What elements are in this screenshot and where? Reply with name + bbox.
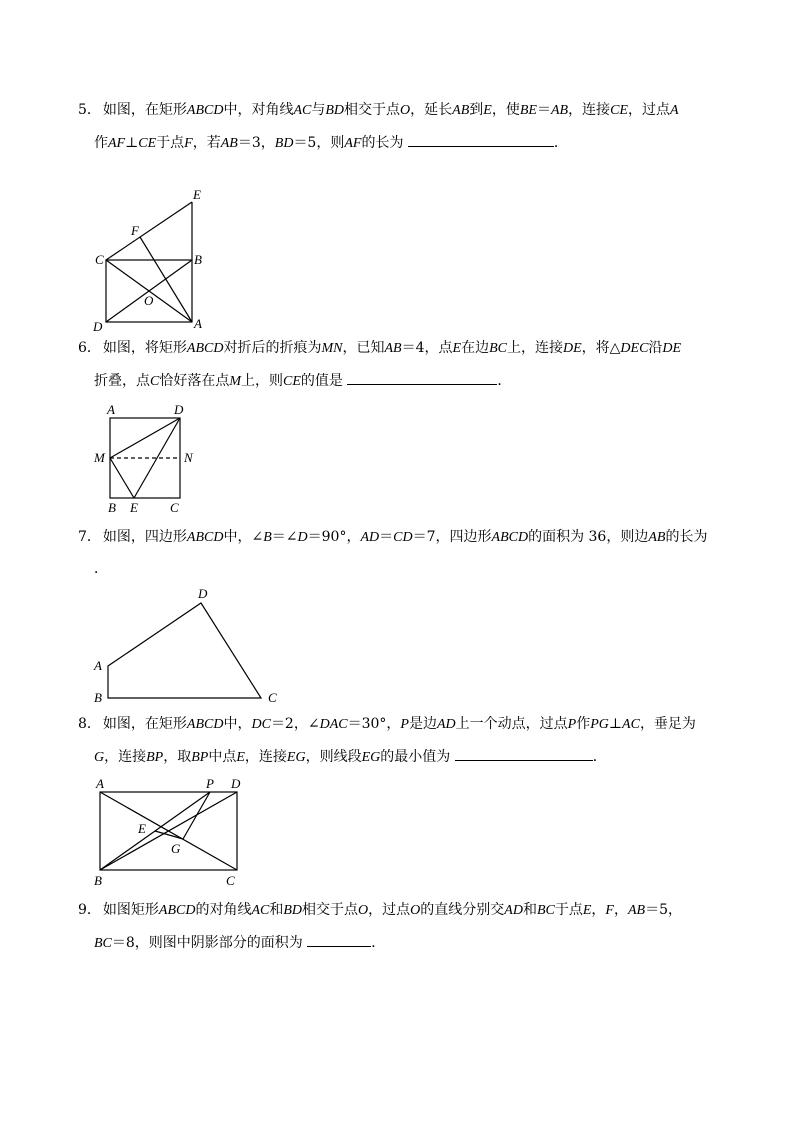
math-variable: CE <box>283 374 301 389</box>
math-variable: AC <box>622 717 640 732</box>
label-D: D <box>231 776 241 791</box>
problem-number: 5． <box>78 102 101 118</box>
problem-text: ，取 <box>163 749 192 765</box>
problem-5-line-2 <box>94 132 568 154</box>
problem-text: ，连接 <box>244 749 287 765</box>
math-variable: AD <box>504 903 523 918</box>
problem-text: ． <box>94 561 108 577</box>
math-variable: O <box>358 903 369 918</box>
problem-number: 7． <box>78 529 101 545</box>
math-variable: C <box>150 374 160 389</box>
math-variable: EG <box>286 750 306 765</box>
math-variable: DAC <box>319 717 348 732</box>
problem-text: 的最小值为 <box>380 749 455 765</box>
math-variable: BC <box>536 903 555 918</box>
problem-text: ， <box>591 902 606 918</box>
problem-text: 沿 <box>648 340 663 356</box>
math-variable: MN <box>321 341 343 356</box>
math-variable: DE <box>562 341 582 356</box>
math-variable: ABCD <box>186 530 224 545</box>
problem-text: ，已知 <box>342 340 385 356</box>
problem-text: 中，对角线 <box>223 102 294 118</box>
math-variable: P <box>567 717 577 732</box>
math-variable: ABCD <box>491 530 529 545</box>
label-A: A <box>94 658 102 673</box>
problem-text: 恰好落在点 <box>159 373 230 389</box>
math-variable: AC <box>251 903 270 918</box>
problem-text: ＝∠ <box>271 529 298 545</box>
figure-problem-8 <box>88 772 250 890</box>
problem-text: 到 <box>469 102 484 118</box>
math-variable: G <box>94 750 105 765</box>
problem-text: 在边 <box>461 340 490 356</box>
problem-text: ，连接 <box>104 749 147 765</box>
math-variable: M <box>229 374 242 389</box>
answer-blank[interactable] <box>408 132 554 147</box>
math-variable: E <box>452 341 462 356</box>
problem-text: 和 <box>522 902 537 918</box>
math-variable: PG <box>590 717 609 732</box>
problem-text: ． <box>592 749 607 765</box>
problem-text: 相交于点 <box>302 902 359 918</box>
label-B: B <box>94 873 102 888</box>
label-E: E <box>193 187 201 202</box>
math-variable: ABCD <box>186 103 224 118</box>
problem-text: ． <box>497 373 512 389</box>
math-variable: BC <box>489 341 507 356</box>
problem-6-line-1 <box>78 338 681 359</box>
math-variable: CE <box>610 103 628 118</box>
problem-text: ＝2，∠ <box>270 716 320 732</box>
problem-text: 中，∠ <box>223 529 264 545</box>
math-variable: E <box>582 903 592 918</box>
problem-text: ，过点 <box>368 902 411 918</box>
math-variable: DE <box>662 341 682 356</box>
label-B: B <box>94 690 102 705</box>
problem-text: ＝5，则 <box>293 135 345 151</box>
problem-text: ，连接 <box>568 102 611 118</box>
problem-text: 和 <box>269 902 284 918</box>
math-variable: E <box>236 750 245 765</box>
problem-8-line-1 <box>78 714 696 735</box>
answer-blank[interactable] <box>347 370 497 385</box>
problem-text: 作 <box>94 135 108 151</box>
label-B: B <box>108 500 116 515</box>
math-variable: AB <box>648 530 666 545</box>
problem-9-line-2 <box>94 932 385 954</box>
problem-5-line-1 <box>78 100 679 121</box>
problem-text: 如图，将矩形 <box>102 340 187 356</box>
math-variable: BD <box>325 103 345 118</box>
problem-6-line-2 <box>94 370 511 392</box>
problem-text: ，若 <box>192 135 221 151</box>
problem-text: 如图，在矩形 <box>102 716 187 732</box>
label-A: A <box>107 402 115 417</box>
math-variable: A <box>669 103 679 118</box>
problem-8-line-2 <box>94 746 607 768</box>
label-D: D <box>174 402 184 417</box>
problem-text: ，则线段 <box>305 749 362 765</box>
problem-text: 上一个动点，过点 <box>455 716 568 732</box>
label-C: C <box>268 690 277 705</box>
problem-text: 作 <box>576 716 591 732</box>
math-variable: O <box>400 103 411 118</box>
label-A: A <box>96 776 104 791</box>
math-variable: BD <box>274 136 294 151</box>
problem-text: ＝30°， <box>347 716 401 732</box>
math-variable: AB <box>550 103 569 118</box>
problem-text: ＝8，则图中阴影部分的面积为 <box>111 935 308 951</box>
problem-text: ＝ <box>536 102 551 118</box>
problem-text: 中点 <box>208 749 237 765</box>
math-variable: E <box>483 103 492 118</box>
problem-text: ． <box>553 135 568 151</box>
label-C: C <box>226 873 235 888</box>
problem-text: ＝3， <box>237 135 275 151</box>
problem-text: ． <box>371 935 386 951</box>
problem-text: 与 <box>311 102 326 118</box>
math-variable: BD <box>283 903 303 918</box>
math-variable: F <box>605 903 614 918</box>
math-variable: AB <box>220 136 238 151</box>
answer-blank[interactable] <box>455 746 593 761</box>
problem-text: ＝90°， <box>307 529 361 545</box>
problem-text: ＝7，四边形 <box>412 529 492 545</box>
problem-text: 的对角线 <box>195 902 252 918</box>
problem-text: ＝5， <box>645 902 683 918</box>
problem-number: 8． <box>78 716 101 732</box>
problem-text: ＝4，点 <box>401 340 453 356</box>
problem-text: ，延长 <box>410 102 453 118</box>
label-C: C <box>170 500 179 515</box>
math-variable: AD <box>360 530 380 545</box>
problem-text: ，将△ <box>581 340 621 356</box>
label-B: B <box>194 252 202 267</box>
math-variable: AF <box>108 136 126 151</box>
problem-number: 9． <box>78 902 101 918</box>
problem-text: ⊥ <box>608 716 623 732</box>
problem-text: ，使 <box>491 102 520 118</box>
math-variable: BP <box>191 750 209 765</box>
problem-text: ＝ <box>379 529 394 545</box>
math-variable: AB <box>452 103 470 118</box>
problem-text: ， <box>613 902 628 918</box>
label-E: E <box>130 500 138 515</box>
problem-text: 上，连接 <box>506 340 563 356</box>
math-variable: AF <box>344 136 362 151</box>
figure-problem-7 <box>88 584 288 708</box>
problem-9-line-1 <box>78 900 682 921</box>
problem-text: ，垂足为 <box>639 716 696 732</box>
math-variable: ABCD <box>186 341 224 356</box>
problem-text: 的长为 <box>665 529 708 545</box>
problem-text: 的值是 <box>300 373 348 389</box>
problem-text: 于点 <box>156 135 185 151</box>
problem-text: 折叠，点 <box>94 373 150 389</box>
label-E: E <box>138 821 146 836</box>
figure-problem-5 <box>88 180 218 336</box>
label-P: P <box>206 776 214 791</box>
problem-text: ，过点 <box>627 102 670 118</box>
label-A: A <box>194 316 202 331</box>
figure-problem-6 <box>90 400 205 516</box>
math-variable: BC <box>94 936 112 951</box>
problem-text: ⊥ <box>125 135 139 151</box>
math-variable: P <box>400 717 409 732</box>
problem-7-line-2 <box>94 559 108 579</box>
math-variable: AC <box>293 103 312 118</box>
math-variable: DC <box>251 717 271 732</box>
problem-text: 上，则 <box>241 373 284 389</box>
math-variable: DEC <box>620 341 649 356</box>
problem-text: 是边 <box>408 716 437 732</box>
problem-text: 如图，在矩形 <box>102 102 187 118</box>
answer-blank[interactable] <box>307 932 371 947</box>
label-M: M <box>94 450 105 465</box>
label-C: C <box>95 252 104 267</box>
problem-text: 相交于点 <box>344 102 401 118</box>
label-F: F <box>131 223 139 238</box>
problem-7-line-1 <box>78 527 707 548</box>
problem-text: 的长为 <box>361 135 408 151</box>
label-D: D <box>198 586 208 601</box>
math-variable: EG <box>361 750 381 765</box>
math-variable: ABCD <box>186 717 224 732</box>
math-variable: D <box>297 530 308 545</box>
math-variable: BE <box>519 103 537 118</box>
label-O: O <box>144 293 154 308</box>
label-G: G <box>171 841 181 856</box>
math-variable: CD <box>393 530 413 545</box>
problem-text: 如图，四边形 <box>102 529 187 545</box>
label-D: D <box>93 319 103 334</box>
math-variable: ABCD <box>158 903 196 918</box>
problem-text: 的直线分别交 <box>420 902 505 918</box>
problem-text: 如图矩形 <box>102 902 159 918</box>
problem-number: 6． <box>78 340 101 356</box>
math-variable: O <box>410 903 421 918</box>
math-variable: BP <box>146 750 164 765</box>
problem-text: 中， <box>223 716 252 732</box>
math-variable: AD <box>436 717 456 732</box>
math-variable: AB <box>627 903 646 918</box>
problem-text: 对折后的折痕为 <box>223 340 322 356</box>
math-variable: F <box>184 136 193 151</box>
math-variable: AB <box>384 341 402 356</box>
problem-text: 于点 <box>554 902 583 918</box>
problem-text: 的面积为 36，则边 <box>528 529 649 545</box>
math-variable: B <box>263 530 272 545</box>
label-N: N <box>184 450 193 465</box>
math-variable: CE <box>138 136 157 151</box>
